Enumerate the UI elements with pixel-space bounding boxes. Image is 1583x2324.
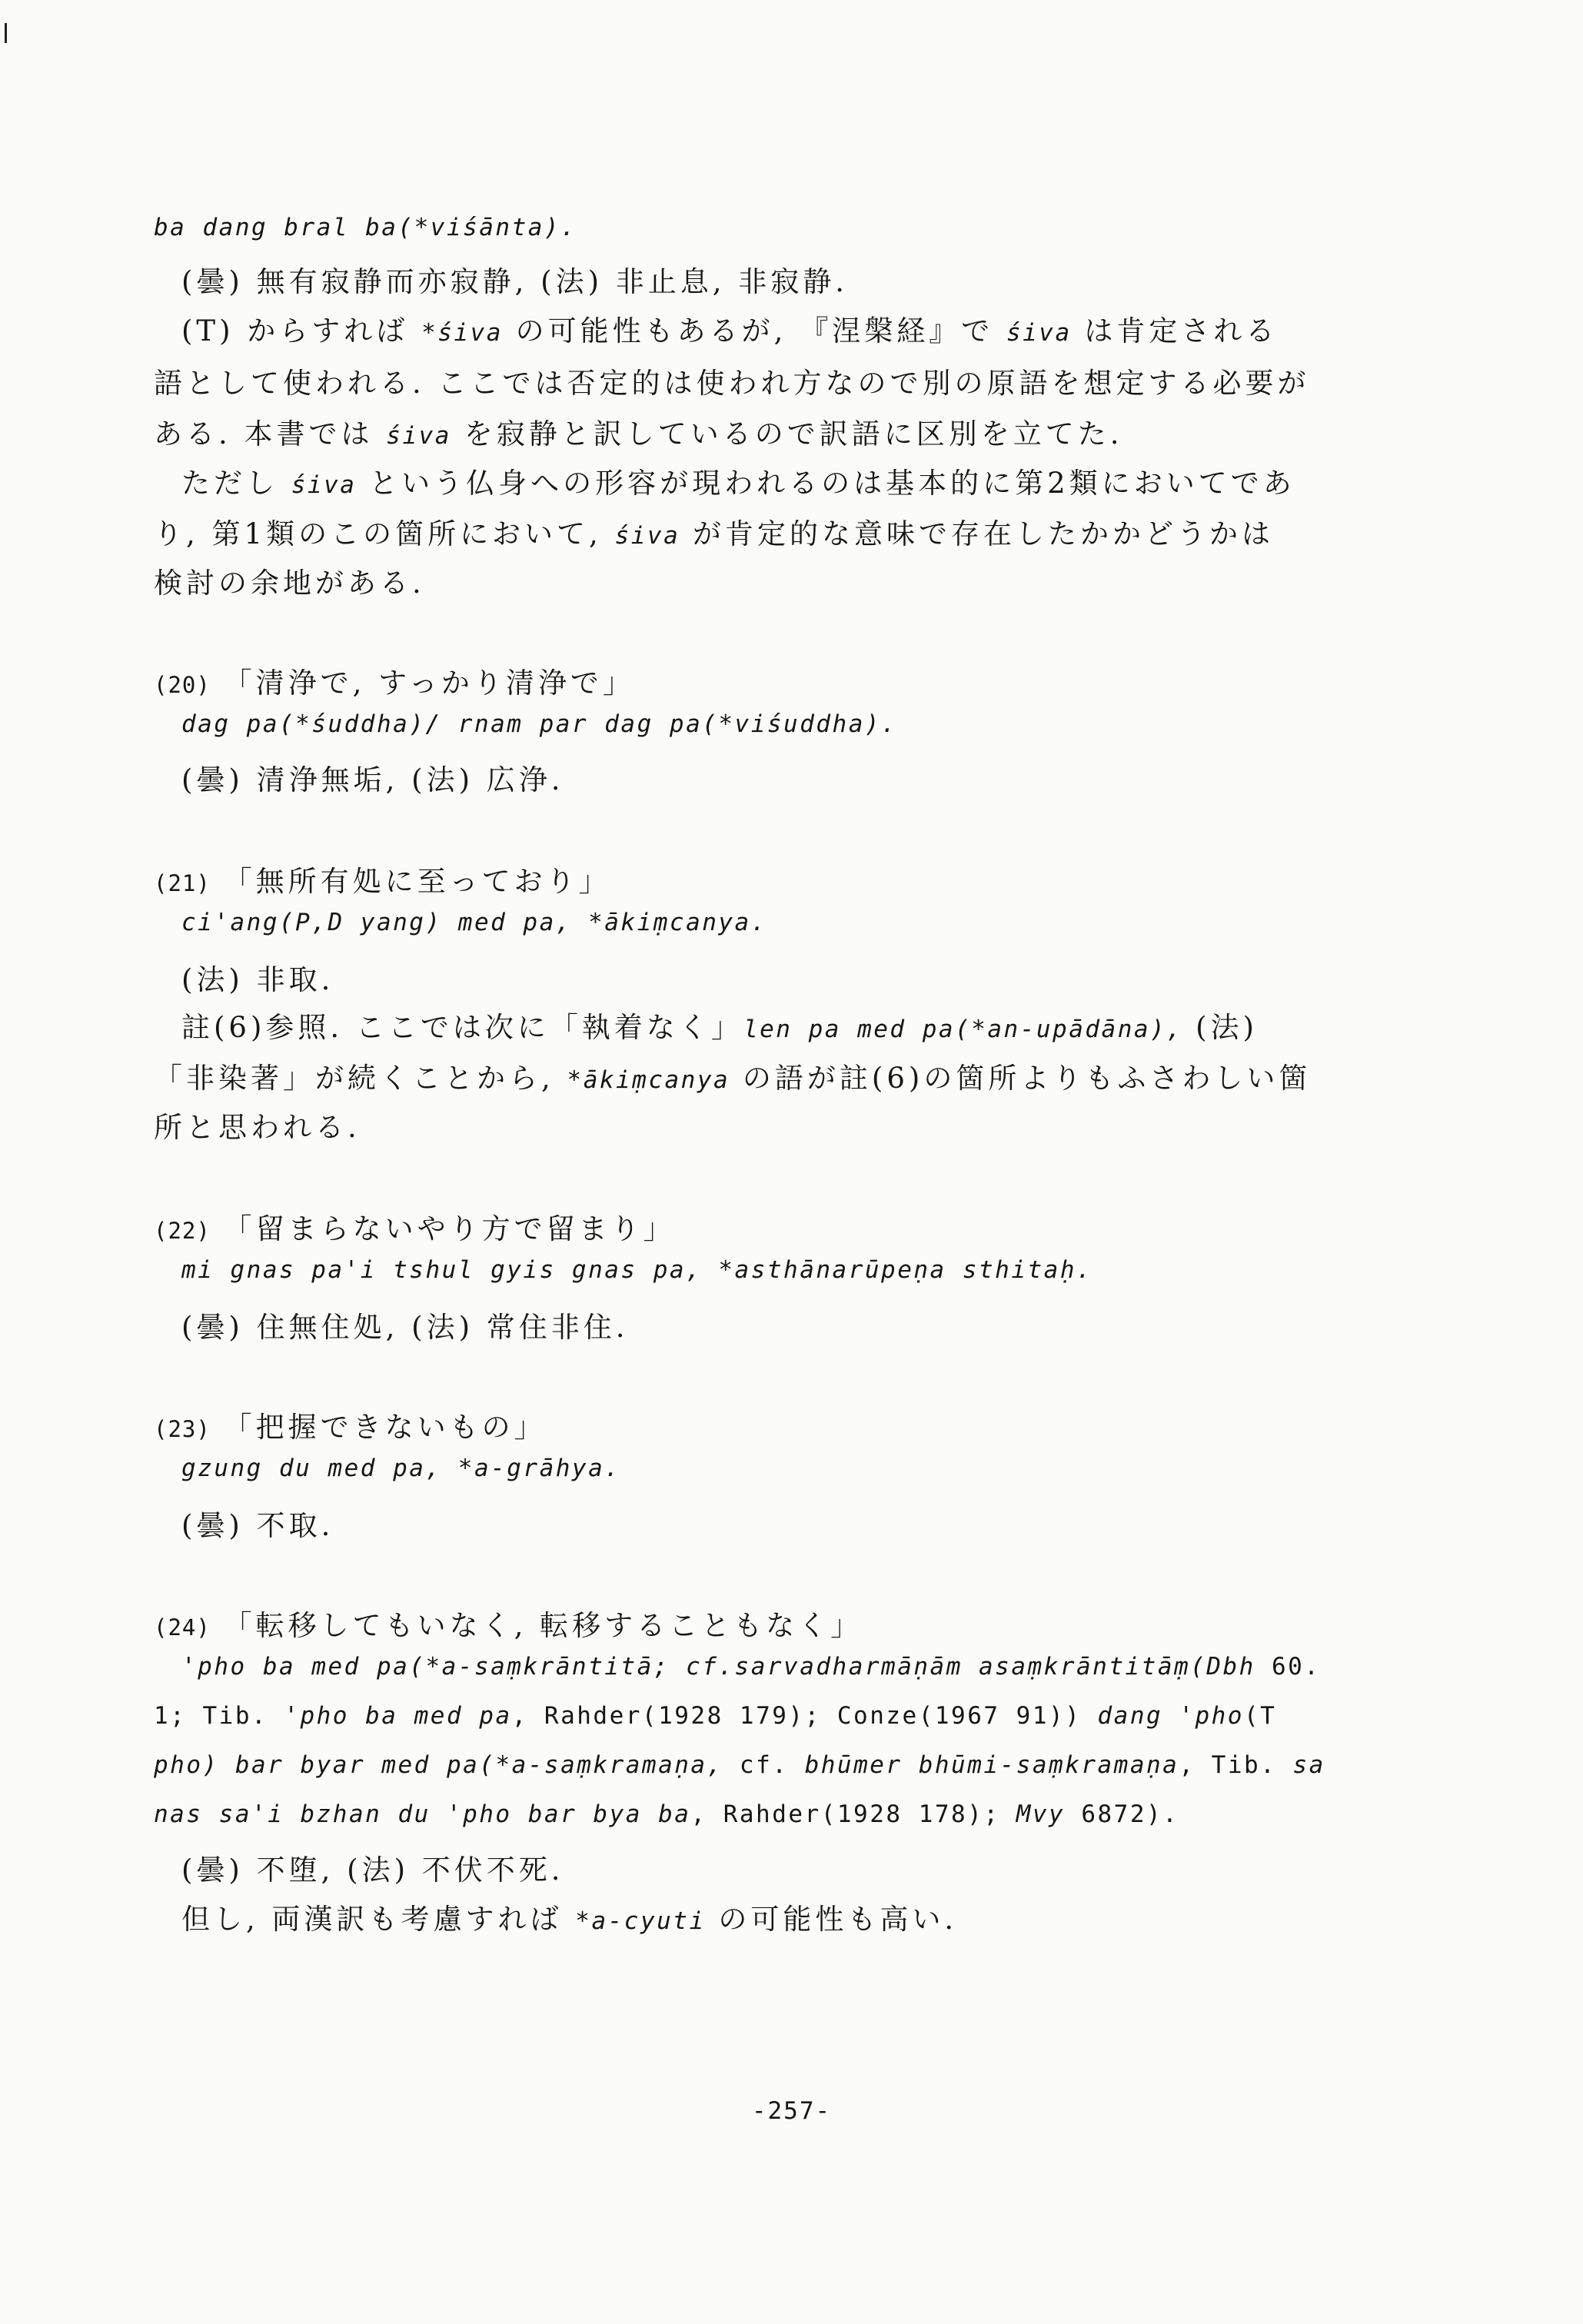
text-line xyxy=(181,258,848,300)
text-segment: 6872). xyxy=(1065,1800,1179,1828)
text-line xyxy=(181,956,334,998)
text-segment: (22) xyxy=(154,1218,211,1244)
text-segment: 「非染著」が続くことから, xyxy=(154,1062,567,1095)
text-segment: 'pho ba med pa xyxy=(284,1702,512,1730)
text-segment: sa xyxy=(1292,1751,1325,1779)
text-segment: (T xyxy=(1243,1702,1277,1730)
text-segment: ba dang bral ba(*viśānta). xyxy=(154,214,577,241)
text-segment: (21) xyxy=(154,870,211,896)
text-segment: 'pho ba med pa(*a-saṃkrāntitā; cf.sarvadharmāṇām asaṃkrāntitāṃ(Dbh xyxy=(181,1653,1255,1681)
text-segment: 「清浄で, すっかり清浄で」 xyxy=(210,667,635,700)
text-segment: bhūmer bhūmi-saṃkramaṇa xyxy=(804,1751,1179,1779)
text-segment: (20) xyxy=(154,672,211,698)
text-segment: (法) xyxy=(1182,1011,1258,1044)
text-line xyxy=(154,1751,1325,1779)
text-line xyxy=(181,909,767,936)
text-segment: śiva xyxy=(614,522,680,550)
text-segment: (曇) 住無住処, (法) 常住非住. xyxy=(181,1311,629,1344)
text-segment: mi gnas pa'i tshul gyis gnas pa, *asthānarūpeṇa sthitaḥ. xyxy=(181,1256,1093,1284)
text-line xyxy=(154,411,1122,452)
text-segment: Mvy xyxy=(1016,1800,1066,1828)
text-line xyxy=(181,1847,564,1888)
text-segment: を寂静と訳しているので訳語に区別を立てた. xyxy=(451,417,1123,451)
text-segment: , Tib. xyxy=(1179,1751,1293,1779)
text-segment: 「把握できないもの」 xyxy=(210,1411,547,1444)
text-segment: bar byar med pa(*a-saṃkramaṇa, xyxy=(234,1751,723,1779)
text-line xyxy=(154,1602,863,1644)
text-segment: (曇) 不堕, (法) 不伏不死. xyxy=(181,1854,564,1887)
text-segment: (T) からすれば xyxy=(181,314,422,347)
text-segment: (24) xyxy=(154,1614,211,1641)
text-line xyxy=(154,1205,676,1247)
text-line xyxy=(154,560,425,601)
text-line xyxy=(154,660,635,701)
text-segment: (法) 非取. xyxy=(181,963,334,996)
text-segment: *śiva xyxy=(421,319,503,347)
text-segment: 「転移してもいなく, 転移することもなく」 xyxy=(210,1609,863,1642)
text-line xyxy=(181,1896,957,1937)
text-segment: が肯定的な意味で存在したかかどうかは xyxy=(680,517,1275,550)
text-line xyxy=(181,460,1295,501)
text-line xyxy=(181,1256,1092,1284)
text-segment: は肯定される xyxy=(1071,314,1279,347)
text-segment: śiva xyxy=(1006,319,1072,347)
text-line xyxy=(154,510,1274,552)
text-line xyxy=(154,360,1310,401)
text-line xyxy=(181,756,564,798)
text-segment: (曇) 不取. xyxy=(181,1509,334,1542)
text-line xyxy=(154,1702,1276,1730)
text-segment: , Rahder(1928 179); Conze(1967 91)) xyxy=(511,1702,1098,1730)
text-line xyxy=(154,1104,361,1145)
text-segment: śiva xyxy=(386,422,451,450)
text-segment: nas sa'i bzhan du 'pho bar bya ba xyxy=(154,1800,691,1828)
text-segment: 所と思われる. xyxy=(154,1111,361,1144)
text-segment: śiva xyxy=(291,471,357,499)
text-segment: 60. xyxy=(1255,1653,1321,1681)
text-line xyxy=(181,1455,620,1482)
text-line xyxy=(154,214,577,241)
text-line xyxy=(181,308,1278,349)
text-segment: 1; Tib. xyxy=(154,1702,284,1730)
text-segment: り, 第1類のこの箇所において, xyxy=(154,517,615,550)
text-segment: ある. 本書では xyxy=(154,417,387,451)
text-segment: の語が註(6)の箇所よりもふさわしい箇 xyxy=(730,1062,1312,1095)
text-line xyxy=(181,1502,334,1544)
text-segment: cf. xyxy=(723,1751,805,1779)
text-segment: の可能性も高い. xyxy=(705,1903,958,1936)
text-segment: len pa med pa(*an-upādāna), xyxy=(743,1016,1183,1043)
text-line xyxy=(181,710,897,738)
text-segment: (曇) 清浄無垢, (法) 広浄. xyxy=(181,763,564,796)
text-line xyxy=(154,1800,1179,1828)
text-segment: ci'ang(P,D yang) med pa, *ākiṃcanya. xyxy=(181,909,767,936)
text-segment: 「無所有処に至っており」 xyxy=(210,865,611,898)
scan-mark xyxy=(5,23,7,43)
text-segment: dang 'pho xyxy=(1097,1702,1244,1730)
text-line xyxy=(154,1404,547,1445)
text-segment: ただし xyxy=(181,467,291,500)
text-segment: gzung du med pa, *a-grāhya. xyxy=(181,1455,621,1482)
text-line xyxy=(181,1304,629,1345)
text-segment: という仏身への形容が現われるのは基本的に第2類においてであ xyxy=(356,467,1295,500)
text-segment: 語として使われる. ここでは否定的は使われ方なので別の原語を想定する必要が xyxy=(154,367,1310,400)
text-segment: の可能性もあるが, 『涅槃経』で xyxy=(502,314,1006,347)
text-segment: *ākiṃcanya xyxy=(567,1066,730,1094)
text-segment: , Rahder(1928 178); xyxy=(690,1800,1016,1828)
text-line xyxy=(181,1004,1258,1046)
text-segment: (23) xyxy=(154,1416,211,1442)
text-segment: *a-cyuti xyxy=(575,1907,706,1935)
text-line xyxy=(154,1055,1311,1096)
text-segment: 但し, 両漢訳も考慮すれば xyxy=(181,1903,576,1936)
text-segment: dag pa(*śuddha)/ rnam par dag pa(*viśuddha). xyxy=(181,710,898,738)
text-segment: pho) xyxy=(154,1751,235,1779)
text-segment: 「留まらないやり方で留まり」 xyxy=(210,1212,676,1245)
text-line xyxy=(181,1653,1320,1681)
text-segment: (曇) 無有寂静而亦寂静, (法) 非止息, 非寂静. xyxy=(181,265,849,298)
text-line xyxy=(154,858,611,899)
text-segment: 検討の余地がある. xyxy=(154,567,425,600)
page-number: -257- xyxy=(751,2097,832,2125)
text-segment: 註(6)参照. ここでは次に「執着なく」 xyxy=(181,1011,743,1044)
